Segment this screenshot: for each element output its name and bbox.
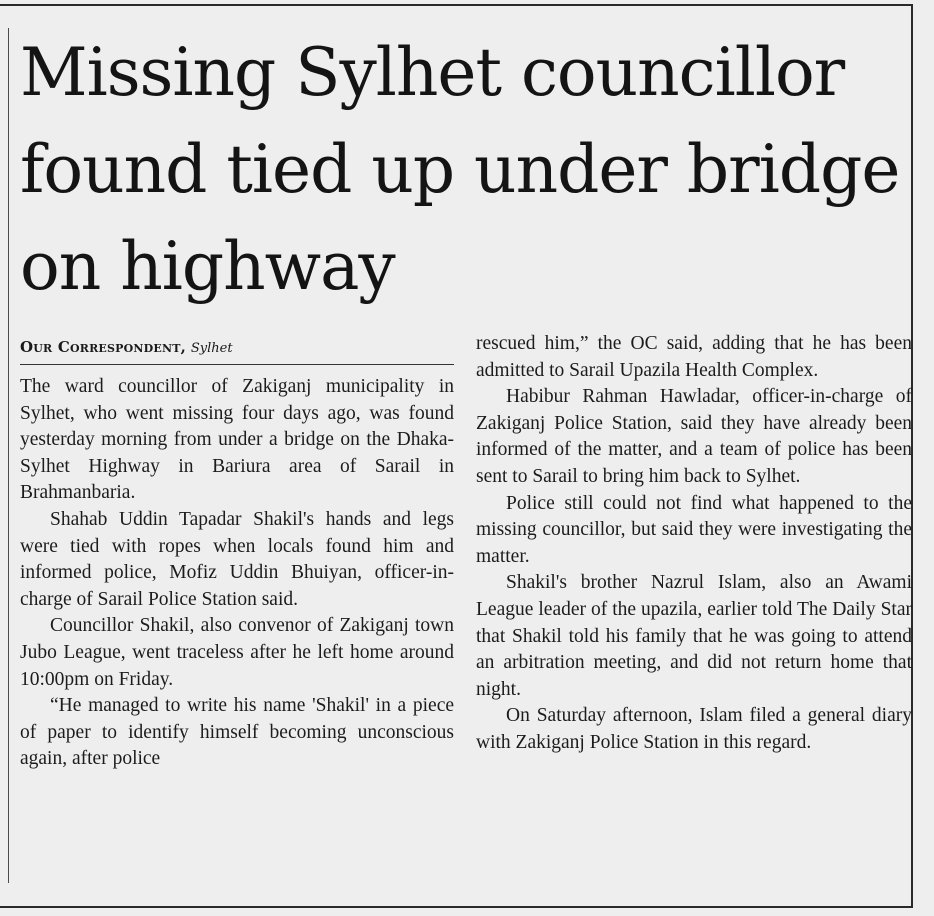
byline-place: Sylhet bbox=[190, 341, 233, 356]
paragraph: Shahab Uddin Tapadar Shakil's hands and legs were tied with ropes when locals found him and informed police, Mofiz Uddin Bhuiyan, officer-in-charge of Sarail Police Station said. bbox=[20, 508, 454, 610]
paragraph: Shakil's brother Nazrul Islam, also an Awami League leader of the upazila, earlier told The Daily Star that Shakil told his family that he was going to attend an arbitration meeting, and did not return home that night. bbox=[476, 572, 912, 700]
bottom-border-rule bbox=[0, 906, 912, 908]
paragraph: Habibur Rahman Hawladar, officer-in-charge of Zakiganj Police Station, said they have already been informed of the matter, and a team of police has been sent to Sarail to bring him back to Sylhet. bbox=[476, 386, 912, 487]
left-column-rule bbox=[8, 28, 9, 883]
paragraph: On Saturday afternoon, Islam filed a general diary with Zakiganj Police Station in this regard. bbox=[476, 705, 912, 753]
paragraph: Police still could not find what happened to the missing councillor, but said they were investigating the matter. bbox=[476, 492, 912, 567]
paragraph: “He managed to write his name 'Shakil' in a piece of paper to identify himself becoming unconscious again, after police bbox=[20, 695, 454, 770]
article-headline: Missing Sylhet councillor found tied up under bridge on highway bbox=[20, 34, 900, 305]
paragraph-continued: rescued him,” the OC said, adding that he has been admitted to Sarail Upazila Health Complex. bbox=[476, 333, 912, 381]
top-border-rule bbox=[0, 4, 912, 6]
paragraph: The ward councillor of Zakiganj municipality in Sylhet, who went missing four days ago, was found yesterday morning from under a bridge on the Dhaka-Sylhet Highway in Bariura area of Sarail in Brahmanbaria. bbox=[20, 376, 454, 504]
article-column-left bbox=[20, 374, 454, 773]
byline-name: Our Correspondent, bbox=[20, 338, 187, 356]
paragraph: Councillor Shakil, also convenor of Zakiganj town Jubo League, went traceless after he left home around 10:00pm on Friday. bbox=[20, 615, 454, 690]
article-byline bbox=[20, 336, 454, 365]
article-column-right bbox=[476, 331, 912, 757]
